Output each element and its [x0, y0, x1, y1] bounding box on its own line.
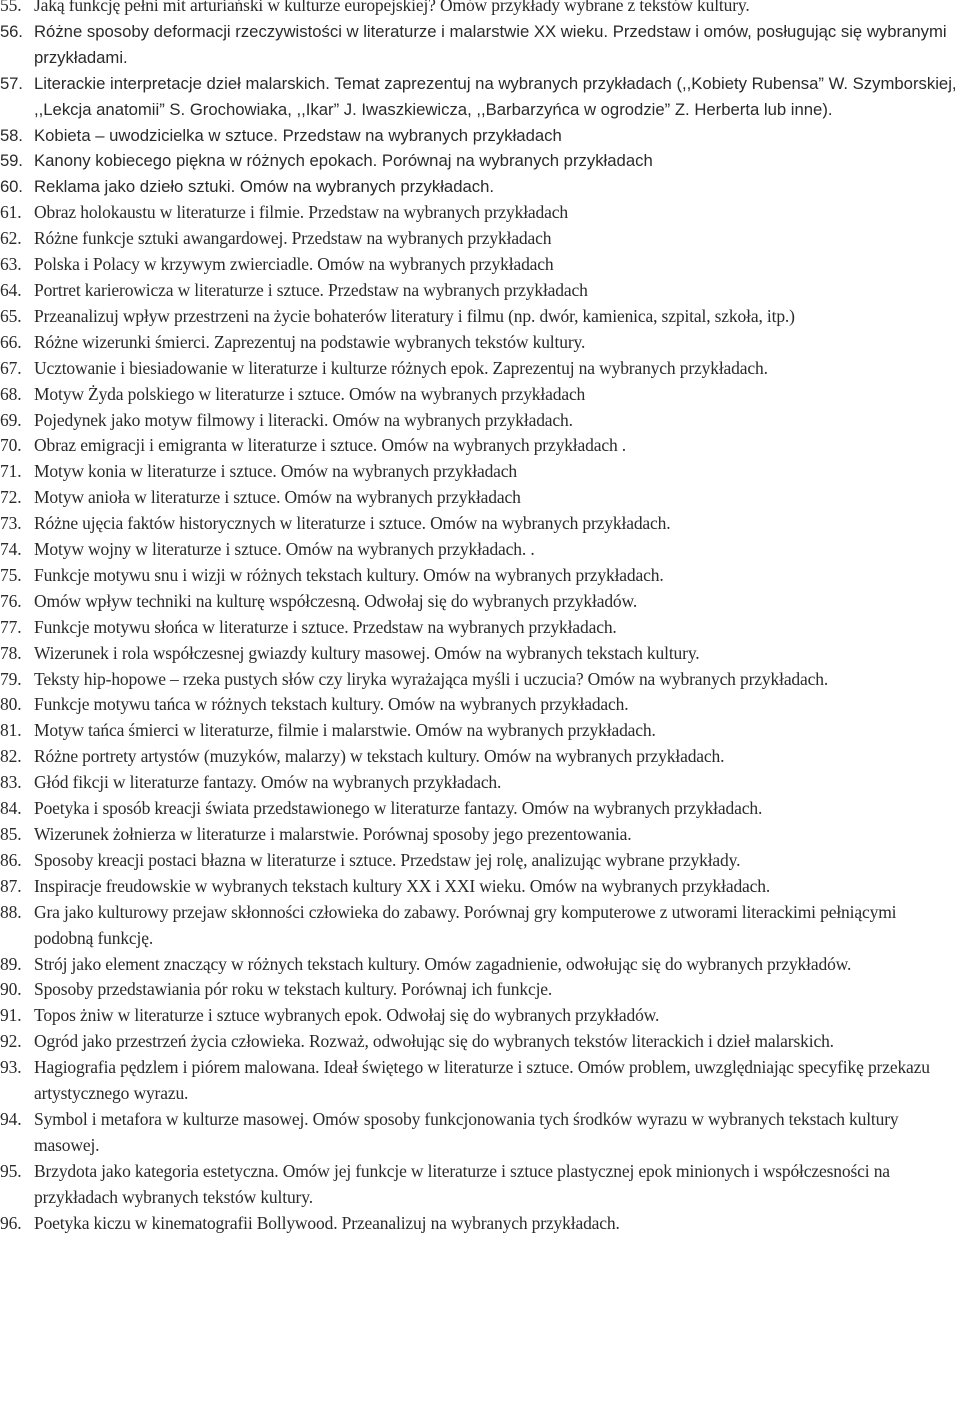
topic-item: [0, 1107, 960, 1159]
topic-text: Teksty hip-hopowe – rzeka pustych słów czy liryka wyrażająca myśli i uczucia? Omów na wybranych przykładach.: [34, 668, 829, 689]
topic-number: 88.: [0, 901, 22, 922]
topic-item: [0, 278, 960, 304]
topic-text: Różne ujęcia faktów historycznych w literaturze i sztuce. Omów na wybranych przykładach.: [34, 513, 671, 534]
topic-item: [0, 1055, 960, 1107]
topic-number: 82.: [0, 746, 22, 767]
topic-number: 69.: [0, 409, 22, 430]
topic-item: [0, 822, 960, 848]
topic-number: 80.: [0, 694, 22, 715]
topic-text: Pojedynek jako motyw filmowy i literacki. Omów na wybranych przykładach.: [34, 409, 573, 430]
topic-text: Poetyka i sposób kreacji świata przedstawionego w literaturze fantazy. Omów na wybranych przykładach.: [34, 798, 763, 819]
topic-text: Różne sposoby deformacji rzeczywistości w literaturze i malarstwie XX wieku. Przedstaw i omów, posługując się wybranymi przykładami.: [34, 21, 947, 67]
topic-item: [0, 123, 960, 149]
topic-item: [0, 356, 960, 382]
topic-item: [0, 563, 960, 589]
topic-item: [0, 848, 960, 874]
topic-text: Funkcje motywu snu i wizji w różnych tekstach kultury. Omów na wybranych przykładach.: [34, 564, 664, 585]
topic-item: [0, 874, 960, 900]
topic-item: [0, 537, 960, 563]
topic-text: Motyw tańca śmierci w literaturze, filmie i malarstwie. Omów na wybranych przykładach.: [34, 720, 656, 741]
topic-item: [0, 615, 960, 641]
topic-item: [0, 718, 960, 744]
topic-text: Literackie interpretacje dzieł malarskich. Temat zaprezentuj na wybranych przykładach (,,Kobiety Rubensa” W. Szymborskiej, ,,Lekcja anatomii” S. Grochowiaka, ,,Ikar” J. Iwaszkiewicza, ,,Barbarzyńca w ogrodzie” Z. Herberta lub inne).: [34, 73, 957, 119]
topic-item: [0, 1029, 960, 1055]
topic-item: [0, 382, 960, 408]
topic-number: 92.: [0, 1031, 22, 1052]
topic-item: [0, 330, 960, 356]
topic-item: [0, 148, 960, 174]
topic-item: [0, 433, 960, 459]
topic-number: 94.: [0, 1108, 22, 1129]
topic-item: [0, 511, 960, 537]
topic-number: 55.: [0, 0, 22, 15]
topic-item: [0, 304, 960, 330]
topic-item: [0, 1003, 960, 1029]
topic-number: 78.: [0, 642, 22, 663]
topic-item: [0, 71, 960, 123]
topic-number: 61.: [0, 202, 22, 223]
topic-item: [0, 952, 960, 978]
topic-item: [0, 667, 960, 693]
topic-text: Motyw Żyda polskiego w literaturze i sztuce. Omów na wybranych przykładach: [34, 383, 586, 404]
topic-number: 59.: [0, 151, 23, 171]
topic-number: 66.: [0, 331, 22, 352]
topic-number: 86.: [0, 849, 22, 870]
topic-number: 93.: [0, 1057, 22, 1078]
topic-number: 87.: [0, 875, 22, 896]
topic-number: 81.: [0, 720, 22, 741]
topic-item: [0, 408, 960, 434]
topic-number: 68.: [0, 383, 22, 404]
topic-text: Polska i Polacy w krzywym zwierciadle. Omów na wybranych przykładach: [34, 254, 554, 275]
topic-number: 63.: [0, 254, 22, 275]
topic-number: 91.: [0, 1005, 22, 1026]
topic-item: [0, 770, 960, 796]
topic-number: 77.: [0, 616, 22, 637]
topic-text: Poetyka kiczu w kinematografii Bollywood. Przeanalizuj na wybranych przykładach.: [34, 1212, 620, 1233]
topic-item: [0, 589, 960, 615]
topic-text: Reklama jako dzieło sztuki. Omów na wybranych przykładach.: [34, 177, 495, 197]
topic-number: 57.: [0, 73, 23, 93]
topic-item: [0, 200, 960, 226]
topic-text: Ucztowanie i biesiadowanie w literaturze i kulturze różnych epok. Zaprezentuj na wybranych przykładach.: [34, 357, 768, 378]
topic-text: Wizerunek i rola współczesnej gwiazdy kultury masowej. Omów na wybranych tekstach kultury.: [34, 642, 700, 663]
topic-item: [0, 226, 960, 252]
topic-number: 73.: [0, 513, 22, 534]
topic-number: 65.: [0, 305, 22, 326]
topic-number: 75.: [0, 564, 22, 585]
topic-text: Brzydota jako kategoria estetyczna. Omów jej funkcje w literaturze i sztuce plastycznej epok minionych i współczesności na przykładach wybranych tekstów kultury.: [34, 1160, 890, 1207]
topic-text: Różne funkcje sztuki awangardowej. Przedstaw na wybranych przykładach: [34, 228, 552, 249]
topic-item: [0, 641, 960, 667]
topic-text: Wizerunek żołnierza w literaturze i malarstwie. Porównaj sposoby jego prezentowania.: [34, 824, 632, 844]
topic-number: 60.: [0, 177, 23, 197]
topic-number: 89.: [0, 953, 22, 974]
topic-text: Przeanalizuj wpływ przestrzeni na życie bohaterów literatury i filmu (np. dwór, kamienica, szpital, szkoła, itp.): [34, 305, 795, 326]
topic-number: 67.: [0, 357, 22, 378]
topic-text: Jaką funkcję pełni mit arturiański w kulturze europejskiej? Omów przykłady wybrane z tekstów kultury.: [34, 0, 750, 15]
topic-text: Głód fikcji w literaturze fantazy. Omów na wybranych przykładach.: [34, 772, 502, 793]
topic-number: 83.: [0, 772, 22, 793]
topic-item: [0, 252, 960, 278]
topic-text: Topos żniw w literaturze i sztuce wybranych epok. Odwołaj się do wybranych przykładów.: [34, 1005, 660, 1026]
topic-text: Motyw wojny w literaturze i sztuce. Omów na wybranych przykładach. .: [34, 539, 535, 560]
topic-text: Sposoby przedstawiania pór roku w tekstach kultury. Porównaj ich funkcje.: [34, 979, 553, 1000]
topic-item: [0, 459, 960, 485]
topic-item: [0, 796, 960, 822]
topic-text: Portret karierowicza w literaturze i sztuce. Przedstaw na wybranych przykładach: [34, 279, 588, 300]
topic-item: [0, 692, 960, 718]
topic-item: [0, 1159, 960, 1211]
topic-number: 64.: [0, 279, 22, 300]
topic-text: Inspiracje freudowskie w wybranych tekstach kultury XX i XXI wieku. Omów na wybranych przykładach.: [34, 875, 771, 896]
topic-text: Funkcje motywu tańca w różnych tekstach kultury. Omów na wybranych przykładach.: [34, 694, 629, 715]
topic-number: 58.: [0, 125, 23, 145]
topic-item: [0, 1211, 960, 1237]
topic-item: [0, 0, 960, 19]
topic-item: [0, 977, 960, 1003]
topic-number: 96.: [0, 1212, 22, 1233]
topic-text: Omów wpływ techniki na kulturę współczesną. Odwołaj się do wybranych przykładów.: [34, 590, 638, 611]
topic-text: Różne portrety artystów (muzyków, malarzy) w tekstach kultury. Omów na wybranych przykładach.: [34, 746, 725, 767]
topic-text: Funkcje motywu słońca w literaturze i sztuce. Przedstaw na wybranych przykładach.: [34, 616, 617, 637]
topic-number: 71.: [0, 461, 22, 482]
topic-number: 85.: [0, 824, 22, 844]
topic-text: Ogród jako przestrzeń życia człowieka. Rozważ, odwołując się do wybranych tekstów literackich i dzieł malarskich.: [34, 1031, 834, 1052]
topic-number: 74.: [0, 539, 22, 560]
topic-number: 76.: [0, 590, 22, 611]
topic-text: Kobieta – uwodzicielka w sztuce. Przedstaw na wybranych przykładach: [34, 125, 562, 145]
topic-item: [0, 19, 960, 71]
topic-number: 84.: [0, 798, 22, 819]
topic-text: Obraz holokaustu w literaturze i filmie. Przedstaw na wybranych przykładach: [34, 202, 568, 223]
topic-text: Strój jako element znaczący w różnych tekstach kultury. Omów zagadnienie, odwołując się do wybranych przykładów.: [34, 953, 852, 974]
topic-text: Hagiografia pędzlem i piórem malowana. Ideał świętego w literaturze i sztuce. Omów problem, uwzględniając specyfikę przekazu artystycznego wyrazu.: [34, 1057, 930, 1104]
topic-number: 95.: [0, 1160, 22, 1181]
topic-item: [0, 174, 960, 200]
topic-text: Gra jako kulturowy przejaw skłonności człowieka do zabawy. Porównaj gry komputerowe z utworami literackimi pełniącymi podobną funkcję.: [34, 901, 897, 948]
topic-text: Kanony kobiecego piękna w różnych epokach. Porównaj na wybranych przykładach: [34, 151, 653, 171]
topic-number: 72.: [0, 487, 22, 508]
topic-item: [0, 744, 960, 770]
topic-number: 70.: [0, 435, 22, 456]
topic-number: 62.: [0, 228, 22, 249]
topic-text: Symbol i metafora w kulturze masowej. Omów sposoby funkcjonowania tych środków wyrazu w wybranych tekstach kultury masowej.: [34, 1108, 899, 1155]
topic-number: 90.: [0, 979, 22, 1000]
topic-item: [0, 900, 960, 952]
topic-number: 56.: [0, 21, 23, 41]
topic-text: Obraz emigracji i emigranta w literaturze i sztuce. Omów na wybranych przykładach .: [34, 435, 627, 456]
topic-text: Motyw anioła w literaturze i sztuce. Omów na wybranych przykładach: [34, 487, 521, 508]
topic-text: Różne wizerunki śmierci. Zaprezentuj na podstawie wybranych tekstów kultury.: [34, 331, 586, 352]
topic-number: 79.: [0, 668, 22, 689]
topic-text: Sposoby kreacji postaci błazna w literaturze i sztuce. Przedstaw jej rolę, analizując wybrane przykłady.: [34, 849, 741, 870]
topic-text: Motyw konia w literaturze i sztuce. Omów na wybranych przykładach: [34, 461, 518, 482]
topic-item: [0, 485, 960, 511]
